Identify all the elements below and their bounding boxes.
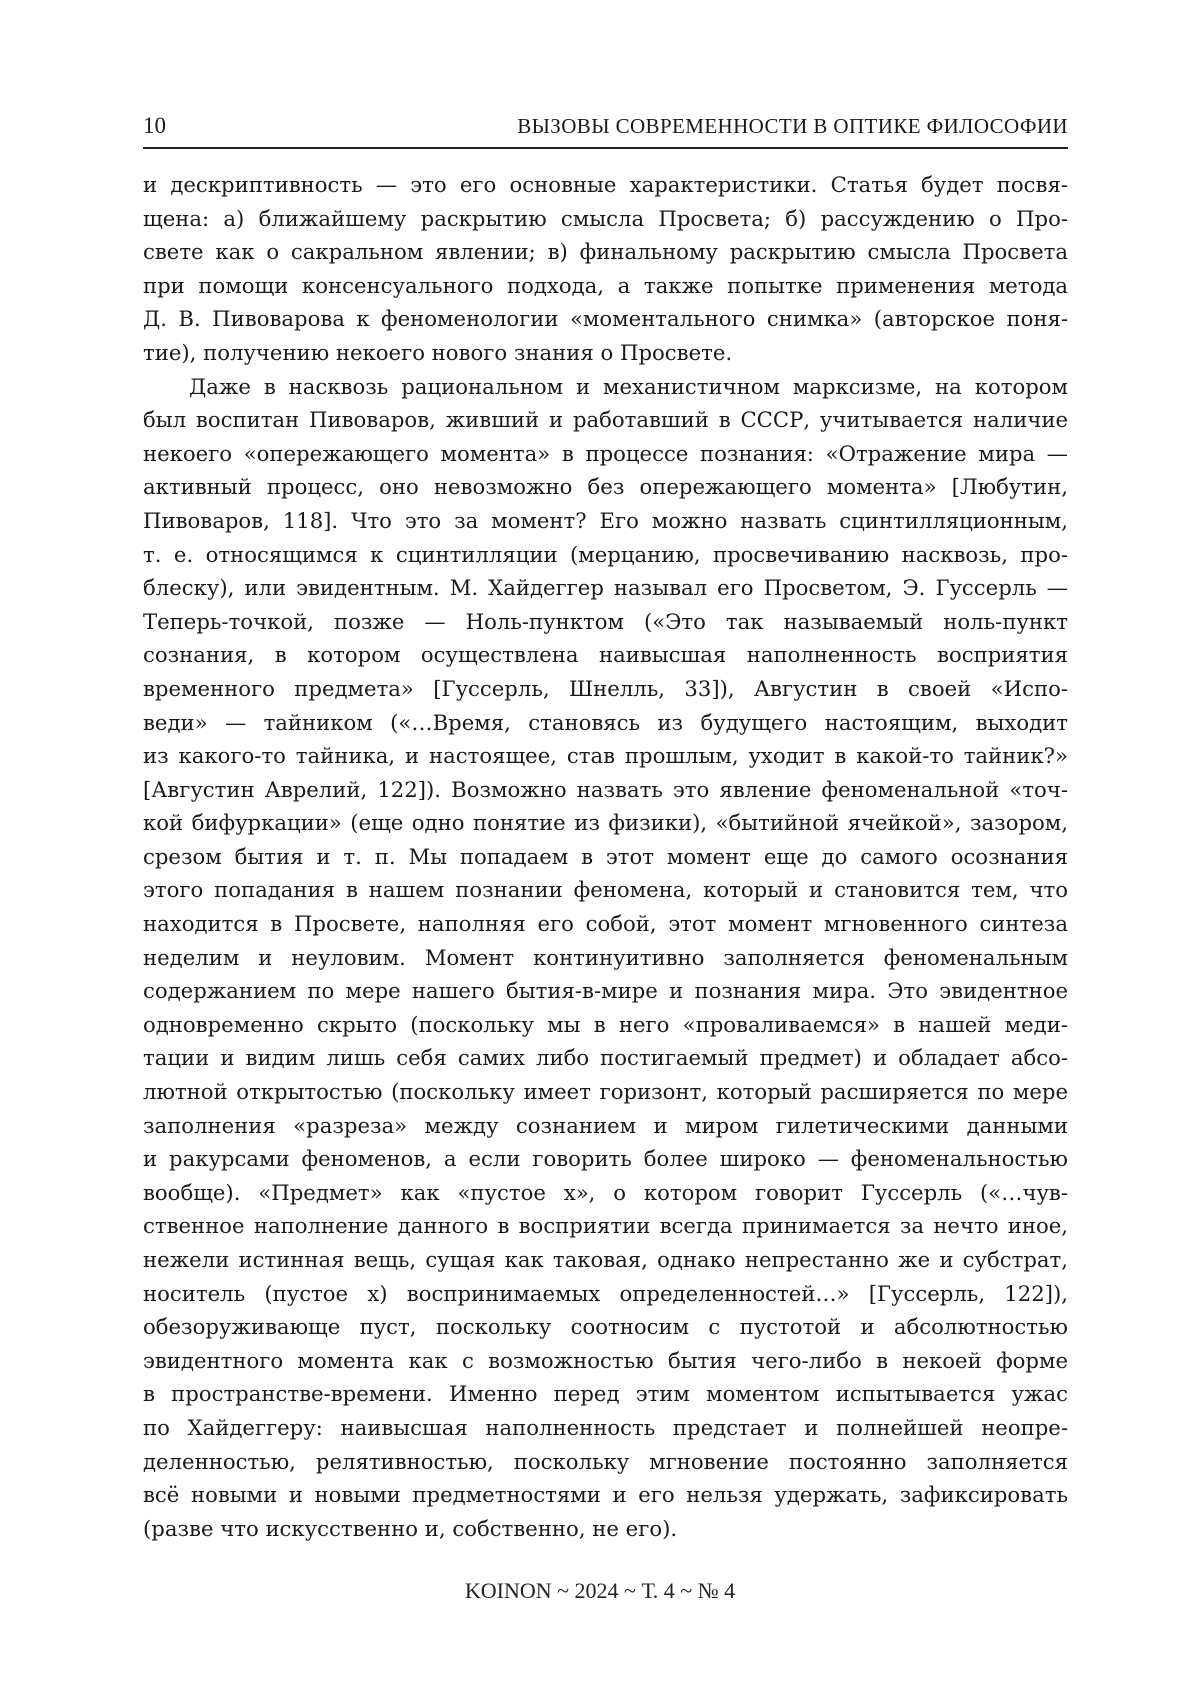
text-line: нежели истинная вещь, сущая как таковая, однако непрестанно же и субстрат, bbox=[143, 1243, 1068, 1277]
text-line: всё новыми и новыми предметностями и его нельзя удержать, зафиксировать bbox=[143, 1478, 1068, 1512]
text-line: (разве что искусственно и, собственно, не его). bbox=[143, 1512, 1068, 1546]
text-line: свете как о сакральном явлении; в) финальному раскрытию смысла Просвета bbox=[143, 235, 1068, 269]
text-line: [Августин Аврелий, 122]). Возможно назвать это явление феноменальной «точ- bbox=[143, 773, 1068, 807]
text-line: щена: а) ближайшему раскрытию смысла Просвета; б) рассуждению о Про- bbox=[143, 202, 1068, 236]
text-line: в пространстве-времени. Именно перед этим моментом испытывается ужас bbox=[143, 1377, 1068, 1411]
text-line: Пивоваров, 118]. Что это за момент? Его можно назвать сцинтилляционным, bbox=[143, 504, 1068, 538]
text-line: тации и видим лишь себя самих либо постигаемый предмет) и обладает абсо- bbox=[143, 1041, 1068, 1075]
text-line: Даже в насквозь рациональном и механистичном марксизме, на котором bbox=[143, 370, 1068, 404]
text-line: этого попадания в нашем познании феномена, который и становится тем, что bbox=[143, 873, 1068, 907]
text-line: веди» — тайником («…Время, становясь из будущего настоящим, выходит bbox=[143, 706, 1068, 740]
text-line: носитель (пустое х) воспринимаемых определенностей…» [Гуссерль, 122]), bbox=[143, 1277, 1068, 1311]
text-line: неделим и неуловим. Момент континуитивно заполняется феноменальным bbox=[143, 941, 1068, 975]
text-line: сознания, в котором осуществлена наивысшая наполненность восприятия bbox=[143, 638, 1068, 672]
text-line: из какого-то тайника, и настоящее, став прошлым, уходит в какой-то тайник?» bbox=[143, 739, 1068, 773]
text-line: тие), получению некоего нового знания о Просвете. bbox=[143, 336, 1068, 370]
text-line: находится в Просвете, наполняя его собой, этот момент мгновенного синтеза bbox=[143, 907, 1068, 941]
text-line: одновременно скрыто (поскольку мы в него «проваливаемся» в нашей меди- bbox=[143, 1008, 1068, 1042]
text-line: временного предмета» [Гуссерль, Шнелль, 33]), Августин в своей «Испо- bbox=[143, 672, 1068, 706]
text-line: содержанием по мере нашего бытия-в-мире и познания мира. Это эвидентное bbox=[143, 974, 1068, 1008]
text-line: заполнения «разреза» между сознанием и миром гилетическими данными bbox=[143, 1109, 1068, 1143]
text-line: и ракурсами феноменов, а если говорить более широко — феноменальностью bbox=[143, 1142, 1068, 1176]
running-footer: KOINON ~ 2024 ~ Т. 4 ~ № 4 bbox=[0, 1578, 1200, 1604]
text-line: Д. В. Пивоварова к феноменологии «моментального снимка» (авторское поня- bbox=[143, 302, 1068, 336]
text-line: при помощи консенсуального подхода, а также попытке применения метода bbox=[143, 269, 1068, 303]
journal-page bbox=[0, 0, 1200, 1694]
text-line: деленностью, релятивностью, поскольку мгновение постоянно заполняется bbox=[143, 1445, 1068, 1479]
text-line: т. е. относящимся к сцинтилляции (мерцанию, просвечиванию насквозь, про- bbox=[143, 538, 1068, 572]
text-line: ственное наполнение данного в восприятии всегда принимается за нечто иное, bbox=[143, 1209, 1068, 1243]
page-number: 10 bbox=[143, 113, 166, 139]
section-title: ВЫЗОВЫ СОВРЕМЕННОСТИ В ОПТИКЕ ФИЛОСОФИИ bbox=[517, 113, 1068, 139]
text-line: по Хайдеггеру: наивысшая наполненность предстает и полнейшей неопре- bbox=[143, 1411, 1068, 1445]
text-line: вообще). «Предмет» как «пустое х», о котором говорит Гуссерль («…чув- bbox=[143, 1176, 1068, 1210]
text-line: некоего «опережающего момента» в процессе познания: «Отражение мира — bbox=[143, 437, 1068, 471]
text-line: срезом бытия и т. п. Мы попадаем в этот момент еще до самого осознания bbox=[143, 840, 1068, 874]
text-line: кой бифуркации» (еще одно понятие из физики), «бытийной ячейкой», зазором, bbox=[143, 806, 1068, 840]
text-line: Теперь-точкой, позже — Ноль-пунктом («Это так называемый ноль-пункт bbox=[143, 605, 1068, 639]
running-header bbox=[143, 113, 1068, 149]
text-line: активный процесс, оно невозможно без опережающего момента» [Любутин, bbox=[143, 470, 1068, 504]
text-line: блеску), или эвидентным. М. Хайдеггер называл его Просветом, Э. Гуссерль — bbox=[143, 571, 1068, 605]
text-line: обезоруживающе пуст, поскольку соотносим с пустотой и абсолютностью bbox=[143, 1310, 1068, 1344]
text-line: был воспитан Пивоваров, живший и работавший в СССР, учитывается наличие bbox=[143, 403, 1068, 437]
text-line: эвидентного момента как с возможностью бытия чего-либо в некоей форме bbox=[143, 1344, 1068, 1378]
text-line: и дескриптивность — это его основные характеристики. Статья будет посвя- bbox=[143, 168, 1068, 202]
article-body bbox=[143, 168, 1068, 1545]
text-line: лютной открытостью (поскольку имеет горизонт, который расширяется по мере bbox=[143, 1075, 1068, 1109]
